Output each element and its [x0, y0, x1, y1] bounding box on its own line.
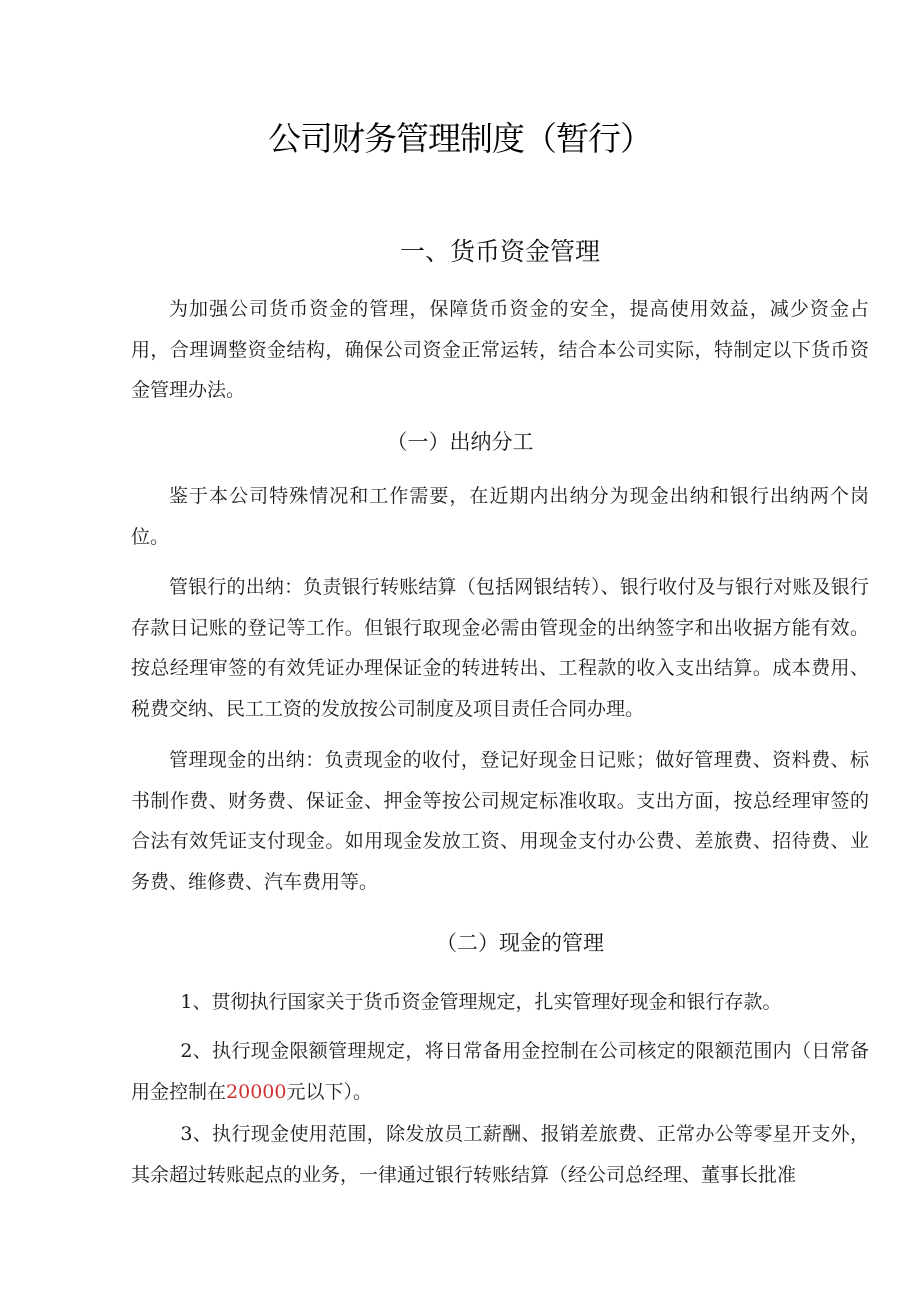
cashier-positions-paragraph: 鉴于本公司特殊情况和工作需要，在近期内出纳分为现金出纳和银行出纳两个岗位。	[131, 485, 869, 548]
section-heading-currency-funds: 一、货币资金管理	[399, 237, 600, 266]
cash-cashier-paragraph: 管理现金的出纳：负责现金的收付，登记好现金日记账；做好管理费、资料费、标书制作费、财务费、保证金、押金等按公司规定标准收取。支出方面，按总经理审签的合法有效凭证支付现金。如用现金发放工资、用现金支付办公费、差旅费、招待费、业务费、维修费、汽车费用等。	[131, 749, 869, 893]
cash-limit-amount: 20000	[226, 1080, 287, 1103]
bank-cashier-paragraph: 管银行的出纳：负责银行转账结算（包括网银结转）、银行收付及与银行对账及银行存款日记账的登记等工作。但银行取现金必需由管现金的出纳签字和出收据方能有效。按总经理审签的有效凭证办理保证金的转进转出、工程款的收入支出结算。成本费用、税费交纳、民工工资的发放按公司制度及项目责任合同办理。	[131, 576, 869, 720]
list-item-1: 1、贯彻执行国家关于货币资金管理规定，扎实管理好现金和银行存款。	[180, 991, 782, 1013]
document-title: 公司财务管理制度（暂行）	[268, 119, 652, 158]
list-item-3: 3、执行现金使用范围，除发放员工薪酬、报销差旅费、正常办公等零星开支外，其余超过转账起点的业务，一律通过银行转账结算（经公司总经理、董事长批准	[131, 1123, 869, 1186]
list-item-2-text-before: 2、执行现金限额管理规定，将日常备用金控制在公司核定的限额范围内（日常备用金控制在	[131, 1040, 869, 1103]
intro-paragraph: 为加强公司货币资金的管理，保障货币资金的安全，提高使用效益，减少资金占用，合理调整资金结构，确保公司资金正常运转，结合本公司实际，特制定以下货币资金管理办法。	[131, 298, 869, 401]
subsection-heading-cash-management: （二）现金的管理	[436, 931, 604, 955]
list-item-2-text-after: 元以下）。	[286, 1080, 372, 1103]
subsection-heading-cashier-division: （一）出纳分工	[386, 430, 534, 454]
list-item-2	[131, 1031, 869, 1112]
